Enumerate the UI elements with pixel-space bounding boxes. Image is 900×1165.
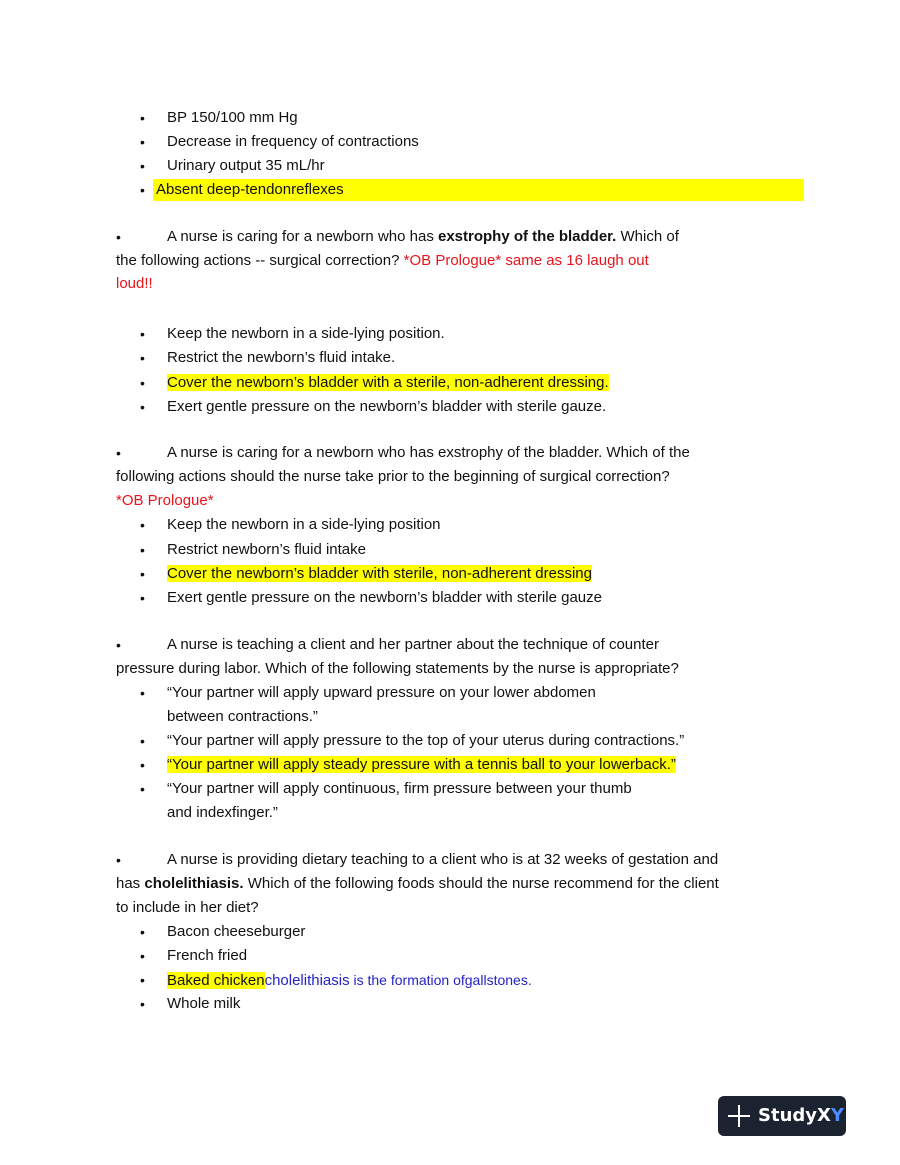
studyxy-logo[interactable] — [718, 1096, 846, 1136]
blue-note: is the formation ofgallstones. — [349, 972, 532, 988]
question-bullet: • — [116, 637, 121, 653]
bullet: • — [140, 517, 145, 533]
bullet: • — [140, 972, 145, 988]
option-continuation: and indexfinger.” — [167, 804, 278, 821]
question-text: A nurse is caring for a newborn who has exstrophy of the bladder. Which of the — [167, 444, 690, 461]
question-text-line — [167, 227, 679, 247]
option-line — [167, 970, 532, 991]
option: Decrease in frequency of contractions — [167, 133, 419, 150]
bullet: • — [140, 590, 145, 606]
option-correct: Cover the newborn’s bladder with a sterile, non-adherent dressing. — [167, 374, 609, 391]
question-term: exstrophy of the bladder. — [437, 228, 617, 245]
question-text: A nurse is caring for a newborn who has — [167, 228, 438, 245]
option: BP 150/100 mm Hg — [167, 109, 298, 126]
option: “Your partner will apply continuous, firm pressure between your thumb — [167, 780, 632, 797]
red-note: loud!! — [116, 275, 153, 292]
option-correct: Baked chicken — [167, 972, 265, 989]
question-text: A nurse is teaching a client and her partner about the technique of counter — [167, 636, 659, 653]
bullet: • — [140, 399, 145, 415]
bullet: • — [140, 996, 145, 1012]
red-note: *OB Prologue* same as 16 laugh out — [403, 252, 649, 269]
bullet: • — [140, 350, 145, 366]
question-bullet: • — [116, 229, 121, 245]
option-correct: Cover the newborn’s bladder with sterile, non-adherent dressing — [167, 565, 592, 582]
option: Exert gentle pressure on the newborn’s bladder with sterile gauze. — [167, 398, 607, 415]
option: Restrict newborn’s fluid intake — [167, 541, 366, 558]
option: Restrict the newborn’s fluid intake. — [167, 349, 396, 366]
bullet: • — [140, 566, 145, 582]
option: “Your partner will apply upward pressure on your lower abdomen — [167, 684, 596, 701]
question-text: pressure during labor. Which of the following statements by the nurse is appropriate? — [116, 660, 679, 677]
brand-name: StudyXY — [758, 1105, 844, 1126]
bullet: • — [140, 158, 145, 174]
option-continuation: between contractions.” — [167, 708, 318, 725]
plus-icon — [728, 1105, 750, 1127]
question-text: A nurse is providing dietary teaching to a client who is at 32 weeks of gestation and — [167, 851, 719, 868]
option: Urinary output 35 mL/hr — [167, 157, 325, 174]
question-text: has — [116, 875, 145, 892]
question-text: following actions should the nurse take prior to the beginning of surgical correction? — [116, 468, 670, 485]
bullet: • — [140, 685, 145, 701]
bullet: • — [140, 110, 145, 126]
bullet: • — [140, 326, 145, 342]
option: Whole milk — [167, 995, 241, 1012]
question-text: Which of — [616, 228, 679, 245]
red-note: *OB Prologue* — [116, 492, 214, 509]
bullet: • — [140, 134, 145, 150]
option: Keep the newborn in a side-lying position. — [167, 325, 445, 342]
bullet: • — [140, 542, 145, 558]
bullet: • — [140, 781, 145, 797]
option: Exert gentle pressure on the newborn’s bladder with sterile gauze — [167, 589, 602, 606]
question-text-line — [116, 251, 649, 271]
question-text: Which of the following foods should the nurse recommend for the client — [243, 875, 719, 892]
bullet: • — [140, 757, 145, 773]
bullet: • — [140, 375, 145, 391]
question-bullet: • — [116, 445, 121, 461]
blue-note-term: cholelithiasis — [264, 972, 350, 989]
bullet: • — [140, 733, 145, 749]
question-bullet: • — [116, 852, 121, 868]
option: “Your partner will apply pressure to the top of your uterus during contractions.” — [167, 732, 685, 749]
question-text-line — [116, 874, 719, 894]
question-text: the following actions -- surgical correction? — [116, 252, 404, 269]
option: Keep the newborn in a side-lying position — [167, 516, 441, 533]
option: French fried — [167, 947, 248, 964]
question-text: to include in her diet? — [116, 899, 259, 916]
option: Bacon cheeseburger — [167, 923, 306, 940]
question-term: cholelithiasis. — [144, 875, 244, 892]
bullet: • — [140, 924, 145, 940]
bullet: • — [140, 948, 145, 964]
option-correct: “Your partner will apply steady pressure with a tennis ball to your lowerback.” — [167, 756, 676, 773]
option-correct: Absent deep-tendonreflexes — [156, 181, 344, 198]
bullet: • — [140, 182, 145, 198]
